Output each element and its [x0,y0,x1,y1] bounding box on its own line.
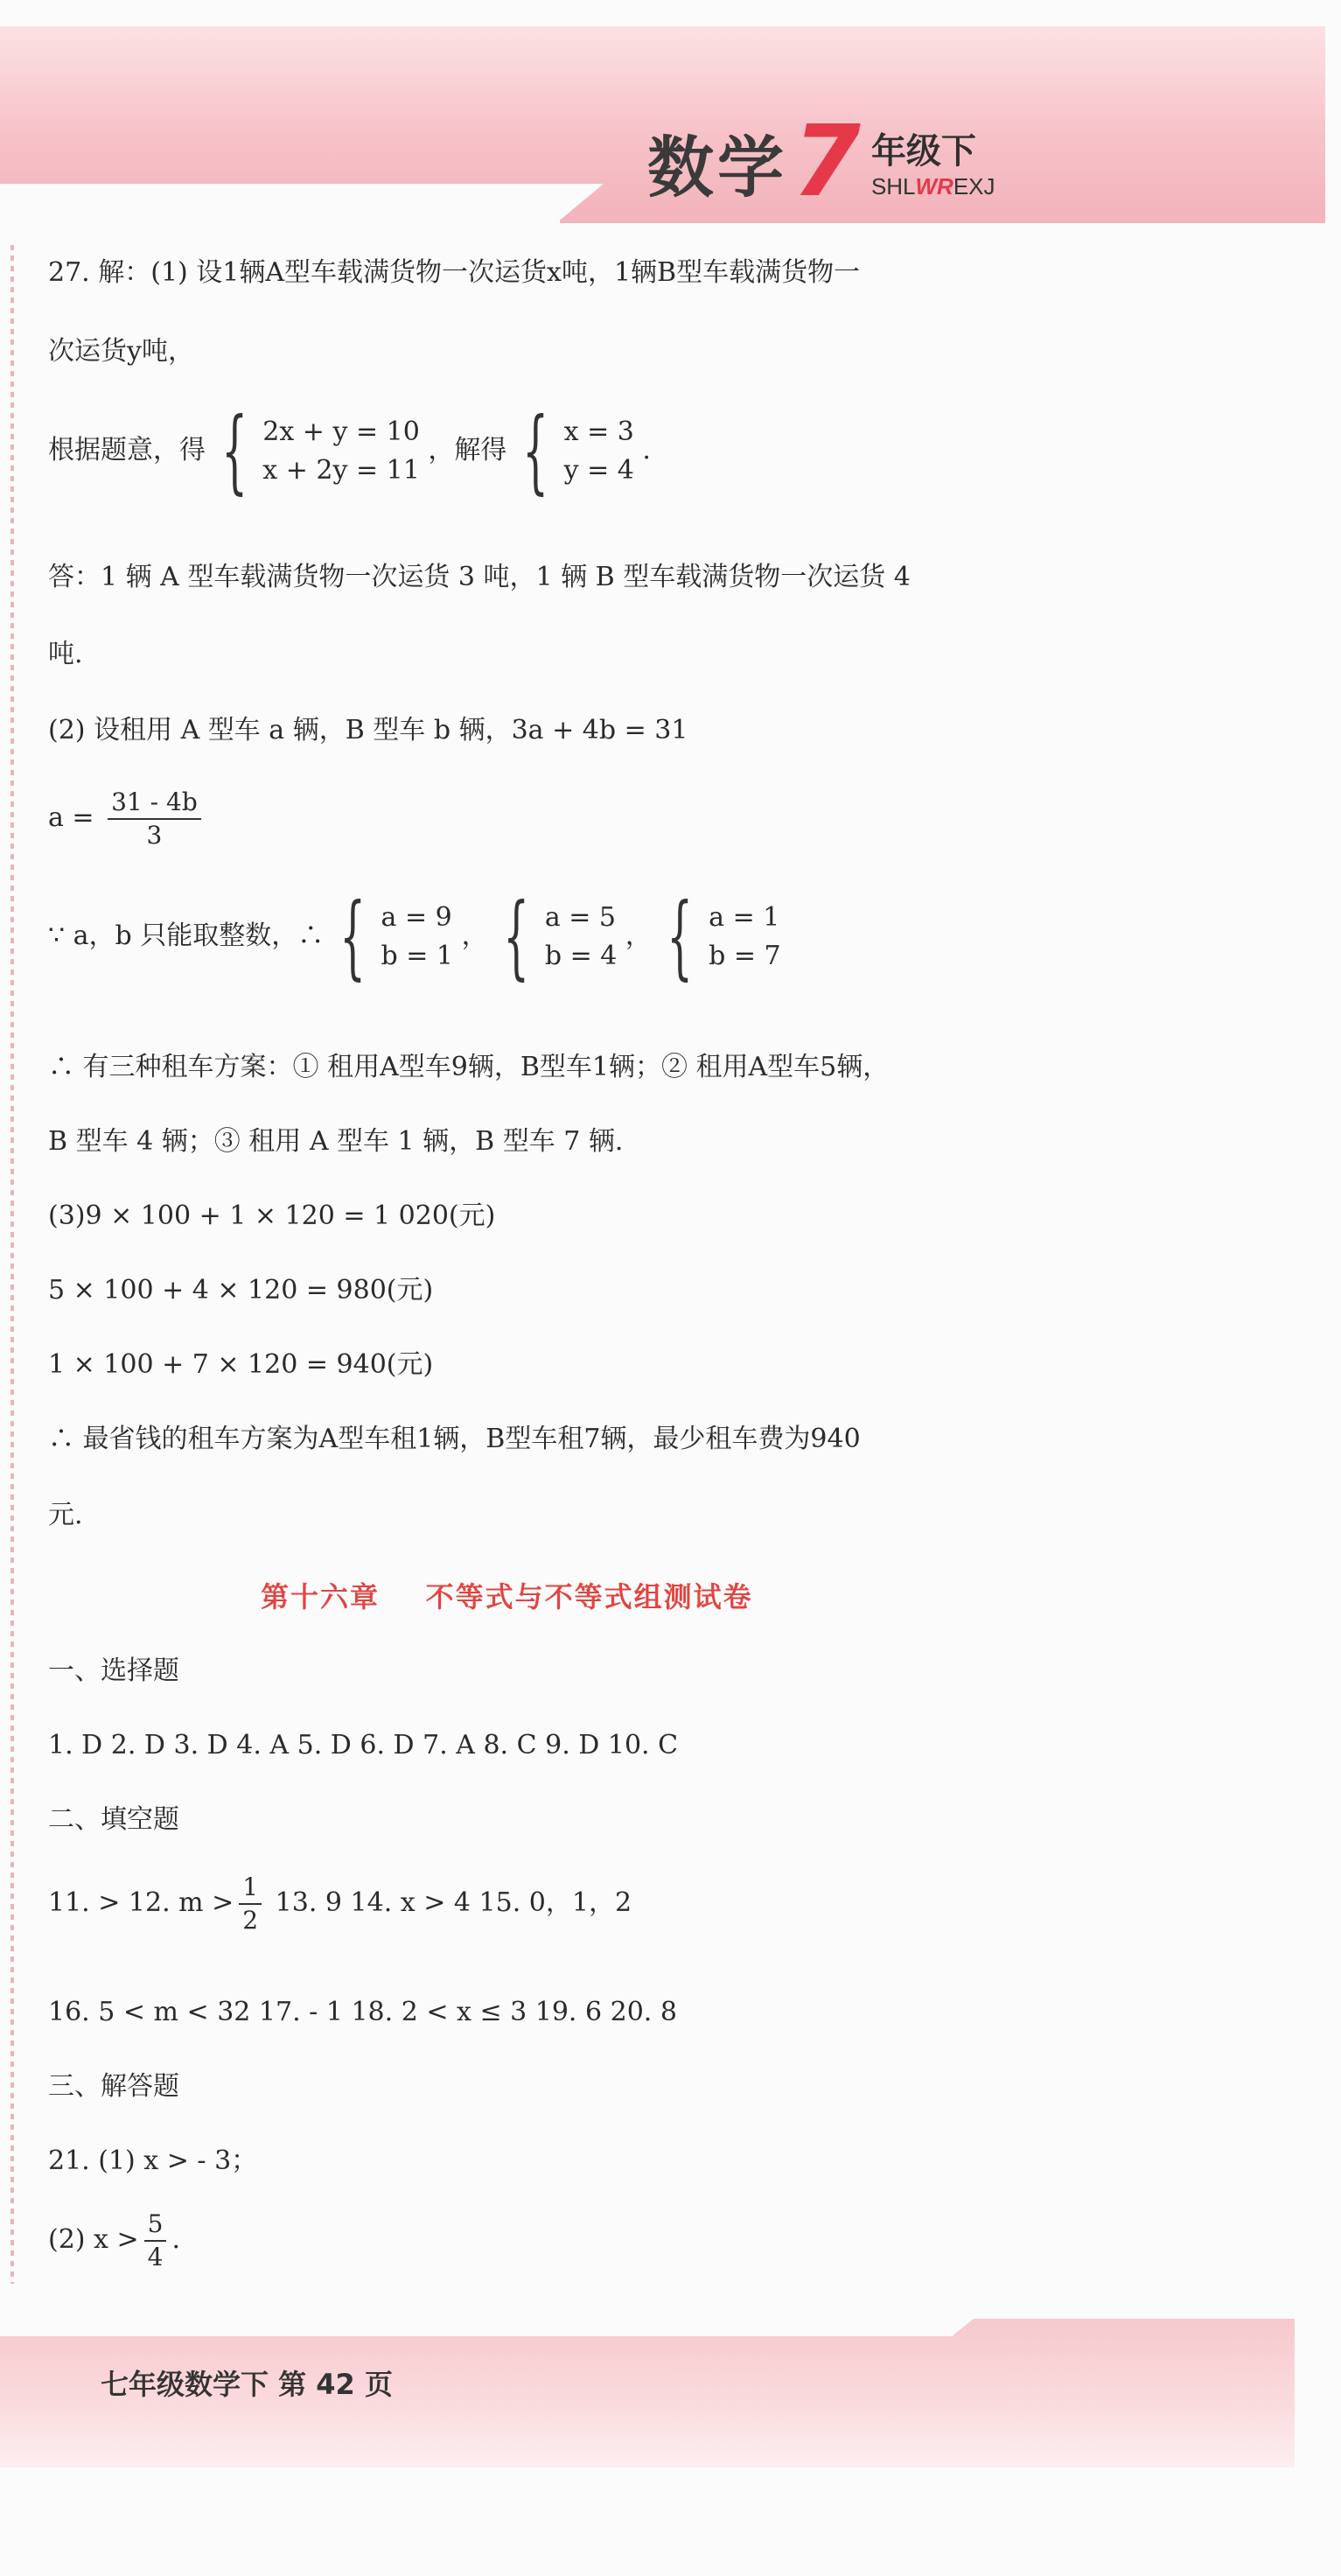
a-fraction [108,787,201,851]
q21-fraction [144,2208,167,2273]
equation-system [262,413,420,490]
q21-frac-den: 4 [147,2243,164,2272]
section2-heading: 二、填空题 [48,1804,179,1835]
s2-frac-den: 2 [242,1906,259,1935]
margin-line [10,245,14,2284]
opt3-b: b = 7 [709,941,781,971]
solution-end: . [642,435,651,466]
brand-code [871,173,995,200]
brace-solution: { [522,397,548,505]
brand-code-pre: SHL [870,173,916,200]
opt2-b: b = 4 [544,941,618,971]
solution-system [564,413,634,490]
q27-line1: 27. 解：(1) 设1辆A型车载满货物一次运货x吨，1辆B型车载满货物一 [48,257,861,288]
equation-1: 2x + y = 10 [262,416,420,447]
brace-opt1: { [339,883,366,990]
opt1-b: b = 1 [381,941,454,971]
page-footer: 七年级数学下 第 42 页 [101,2368,393,2401]
footer-notch-slope [952,2301,995,2336]
brand-right [871,123,995,200]
plans-line2: B 型车 4 辆；③ 租用 A 型车 1 辆，B 型车 7 辆. [48,1126,624,1157]
brand-logo [647,105,995,219]
q21-part1: 21. (1) x > - 3； [48,2146,258,2176]
conclusion-line1: ∴ 最省钱的租车方案为A型车租1辆，B型车租7辆，最少租车费为940 [48,1424,861,1454]
option-1 [381,899,454,976]
opt3-a: a = 1 [709,902,780,933]
solve-text: ，解得 [428,435,507,466]
header-notch [0,184,560,228]
q21-part2 [48,2205,180,2275]
solution-1: x = 3 [563,416,634,447]
cost-line1: (3)9 × 100 + 1 × 120 = 1 020(元) [48,1200,496,1231]
plans-line1: ∴ 有三种租车方案：① 租用A型车9辆，B型车1辆；② 租用A型车5辆， [48,1052,890,1082]
brace-opt2: { [503,883,530,990]
s2-fraction [239,1872,262,1936]
brand-code-highlight: WR [915,173,953,200]
a-expression [48,783,206,853]
conclusion-line2: 元. [48,1500,83,1530]
q21-frac-num: 5 [144,2208,167,2242]
system-prefix: 根据题意，得 [48,435,206,466]
opt2-a: a = 5 [544,902,617,933]
brand-code-post: EXJ [953,173,995,200]
header-notch-slope [551,184,604,228]
brand-subject: 数学 [647,128,787,206]
brace-opt3: { [667,883,694,990]
option-3 [709,899,781,976]
cost-line2: 5 × 100 + 4 × 120 = 980(元) [48,1275,434,1306]
brand-level: 年级下 [870,131,976,172]
footer-notch [0,2301,953,2336]
q21-2-pre: (2) x > [48,2224,139,2255]
option-2 [545,899,618,976]
comma-2: ， [625,920,652,951]
q27-answer1: 答：1 辆 A 型车载满货物一次运货 3 吨，1 辆 B 型车载满货物一次运货 4 [48,562,911,592]
integer-options [48,883,781,990]
q21-2-post: . [171,2224,180,2255]
q27-answer2: 吨. [48,639,83,669]
brand-grade: 7 [793,105,861,219]
a-eq-prefix: a = [48,802,103,833]
s2-row1-pre: 11. > 12. m > [48,1887,234,1918]
q27-system [48,397,651,505]
equation-2: x + 2y = 11 [262,455,420,486]
s2-frac-num: 1 [239,1872,262,1905]
chapter-title: 第十六章 不等式与不等式组测试卷 [261,1580,753,1614]
solution-2: y = 4 [563,455,634,486]
a-numerator: 31 - 4b [108,787,201,820]
cost-line3: 1 × 100 + 7 × 120 = 940(元) [48,1349,434,1380]
section2-row1 [48,1868,632,1938]
q27-part2: (2) 设租用 A 型车 a 辆，B 型车 b 辆，3a + 4b = 31 [48,715,688,746]
int-prefix: ∵ a，b 只能取整数，∴ [48,920,325,951]
s2-row1-post: 13. 9 14. x > 4 15. 0，1，2 [267,1887,632,1918]
opt1-a: a = 9 [381,902,452,933]
brace-left: { [220,397,248,505]
section1-answers: 1. D 2. D 3. D 4. A 5. D 6. D 7. A 8. C 9. D 10. C [48,1730,679,1760]
section2-row2: 16. 5 < m < 32 17. - 1 18. 2 < x ≤ 3 19. 6 20. 8 [48,1997,677,2027]
section3-heading: 三、解答题 [48,2071,179,2102]
a-denominator: 3 [146,821,163,850]
section1-heading: 一、选择题 [48,1656,179,1686]
q27-line2: 次运货y吨， [48,336,194,367]
comma-1: ， [461,920,488,951]
